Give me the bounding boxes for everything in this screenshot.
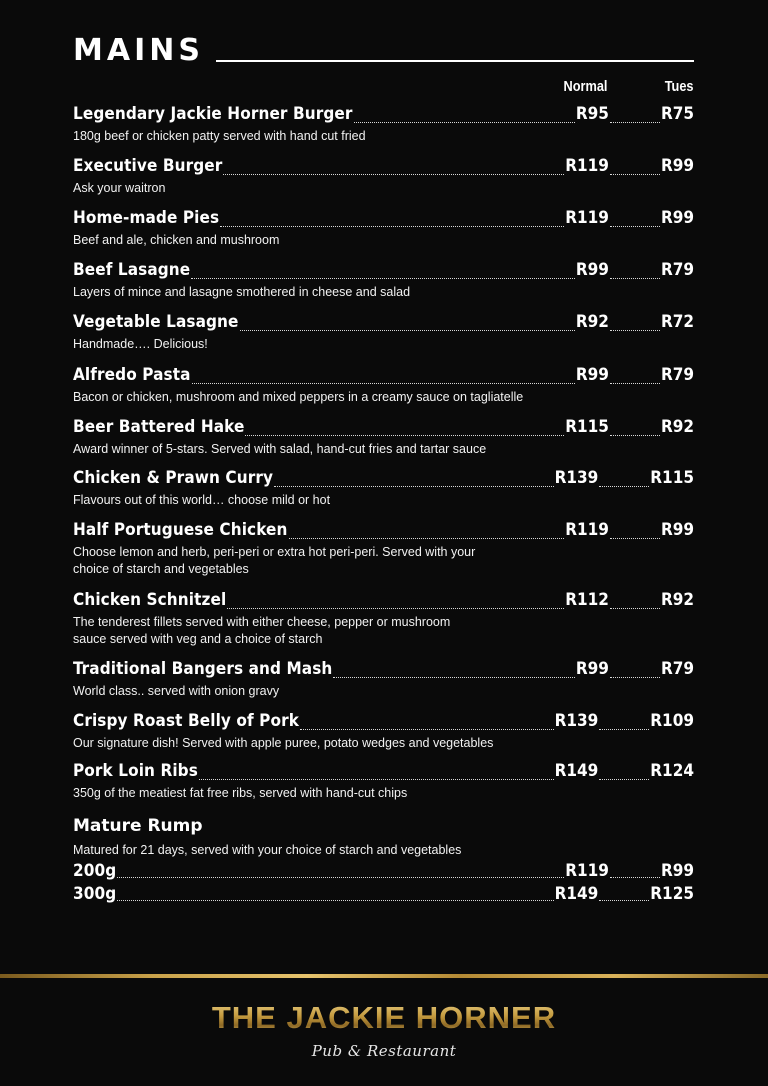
- menu-item-line: [73, 590, 694, 614]
- dot-leader: [333, 677, 574, 678]
- dot-leader-short: [599, 729, 649, 730]
- rump-title: Mature Rump: [73, 816, 203, 836]
- section-title: MAINS: [73, 33, 204, 68]
- menu-item: [73, 260, 694, 301]
- dot-leader: [191, 278, 575, 279]
- price-normal: R92: [575, 312, 609, 332]
- menu-item-description: sauce served with veg and a choice of starch: [73, 632, 323, 646]
- menu-item-description: Choose lemon and herb, peri-peri or extra hot peri-peri. Served with your: [73, 545, 476, 559]
- menu-item: [73, 590, 694, 648]
- menu-item-name: Beef Lasagne: [73, 260, 191, 280]
- price-normal: R95: [575, 104, 609, 124]
- brand-name: THE JACKIE HORNER: [0, 1000, 768, 1036]
- column-normal-label: Normal: [563, 78, 608, 95]
- gold-divider: [0, 974, 768, 978]
- rump-option-line: [73, 861, 694, 883]
- menu-item: [73, 468, 694, 509]
- price-tues: R115: [650, 468, 694, 488]
- price-tues: R99: [660, 861, 694, 881]
- menu-item-description: World class.. served with onion gravy: [73, 684, 280, 698]
- menu-item-name: Pork Loin Ribs: [73, 761, 198, 781]
- price-tues: R99: [660, 208, 694, 228]
- menu-item-line: [73, 260, 694, 284]
- dot-leader-short: [610, 608, 660, 609]
- price-tues: R124: [650, 761, 694, 781]
- menu-item: [73, 156, 694, 197]
- rump-option: [73, 861, 694, 883]
- menu-item-description: Award winner of 5-stars. Served with salad, hand-cut fries and tartar sauce: [73, 442, 487, 456]
- price-normal: R119: [565, 520, 609, 540]
- menu-item-line: [73, 208, 694, 232]
- price-tues: R79: [660, 659, 694, 679]
- menu-item-line: [73, 468, 694, 492]
- price-normal: R149: [554, 884, 599, 904]
- price-tues: R99: [660, 520, 694, 540]
- dot-leader-short: [599, 779, 649, 780]
- dot-leader: [354, 122, 575, 123]
- dot-leader: [227, 608, 564, 609]
- dot-leader-short: [610, 174, 660, 175]
- dot-leader-short: [610, 677, 660, 678]
- rump-option-line: [73, 884, 694, 906]
- menu-item: [73, 208, 694, 249]
- dot-leader-short: [599, 486, 649, 487]
- dot-leader-short: [610, 122, 660, 123]
- menu-item-name: Chicken Schnitzel: [73, 590, 227, 610]
- dot-leader-short: [610, 435, 660, 436]
- menu-item-description: Flavours out of this world… choose mild or hot: [73, 493, 331, 507]
- menu-item: [73, 312, 694, 353]
- price-normal: R115: [565, 417, 609, 437]
- menu-item-description: Bacon or chicken, mushroom and mixed peppers in a creamy sauce on tagliatelle: [73, 390, 524, 404]
- column-tues-label: Tues: [664, 78, 694, 95]
- price-tues: R75: [660, 104, 694, 124]
- price-normal: R139: [554, 711, 599, 731]
- price-normal: R99: [575, 659, 609, 679]
- dot-leader-short: [610, 538, 660, 539]
- dot-leader: [117, 900, 553, 901]
- price-normal: R99: [575, 260, 609, 280]
- brand-subtitle: Pub & Restaurant: [311, 1042, 457, 1060]
- price-tues: R99: [660, 156, 694, 176]
- menu-item-description: Our signature dish! Served with apple puree, potato wedges and vegetables: [73, 736, 494, 750]
- menu-item: [73, 659, 694, 700]
- dot-leader-short: [610, 226, 660, 227]
- price-normal: R112: [565, 590, 609, 610]
- menu-item-name: Crispy Roast Belly of Pork: [73, 711, 299, 731]
- dot-leader: [274, 486, 554, 487]
- rump-description: Matured for 21 days, served with your choice of starch and vegetables: [73, 843, 462, 857]
- menu-item: [73, 417, 694, 458]
- dot-leader: [223, 174, 564, 175]
- dot-leader-short: [610, 278, 660, 279]
- dot-leader: [117, 877, 564, 878]
- price-tues: R79: [660, 260, 694, 280]
- menu-item-description: The tenderest fillets served with either cheese, pepper or mushroom: [73, 615, 451, 629]
- price-normal: R119: [565, 156, 609, 176]
- menu-item-line: [73, 156, 694, 180]
- price-normal: R139: [554, 468, 599, 488]
- menu-item-line: [73, 365, 694, 389]
- dot-leader-short: [599, 900, 649, 901]
- menu-item: [73, 520, 694, 578]
- dot-leader: [240, 330, 575, 331]
- menu-item-name: Beer Battered Hake: [73, 417, 245, 437]
- menu-item: [73, 711, 694, 752]
- menu-item-line: [73, 312, 694, 336]
- menu-item-name: Traditional Bangers and Mash: [73, 659, 333, 679]
- menu-item-line: [73, 761, 694, 785]
- menu-item-line: [73, 711, 694, 735]
- menu-item-line: [73, 659, 694, 683]
- menu-item-line: [73, 417, 694, 441]
- menu-item: [73, 761, 694, 802]
- menu-item-description: choice of starch and vegetables: [73, 562, 249, 576]
- menu-item-description: 180g beef or chicken patty served with hand cut fried: [73, 129, 366, 143]
- dot-leader-short: [610, 877, 660, 878]
- dot-leader: [192, 383, 575, 384]
- menu-item-line: [73, 520, 694, 544]
- section-heading: [73, 34, 694, 68]
- menu-item-name: Executive Burger: [73, 156, 223, 176]
- menu-item-name: Home-made Pies: [73, 208, 220, 228]
- menu-item-description: Handmade…. Delicious!: [73, 337, 208, 351]
- menu-item-name: Vegetable Lasagne: [73, 312, 239, 332]
- price-normal: R119: [565, 861, 609, 881]
- price-tues: R79: [660, 365, 694, 385]
- price-tues: R92: [660, 590, 694, 610]
- dot-leader: [245, 435, 564, 436]
- menu-item-name: Alfredo Pasta: [73, 365, 191, 385]
- menu-item-line: [73, 104, 694, 128]
- dot-leader: [289, 538, 565, 539]
- rump-size: 200g: [73, 861, 117, 881]
- dot-leader-short: [610, 330, 660, 331]
- menu-item-description: Beef and ale, chicken and mushroom: [73, 233, 280, 247]
- heading-rule: [216, 60, 694, 62]
- menu-item-description: Layers of mince and lasagne smothered in cheese and salad: [73, 285, 411, 299]
- price-normal: R99: [575, 365, 609, 385]
- dot-leader: [199, 779, 554, 780]
- price-normal: R119: [565, 208, 609, 228]
- rump-option: [73, 884, 694, 906]
- menu-item-name: Legendary Jackie Horner Burger: [73, 104, 353, 124]
- menu-item-name: Half Portuguese Chicken: [73, 520, 288, 540]
- dot-leader: [220, 226, 564, 227]
- menu-item-description: Ask your waitron: [73, 181, 166, 195]
- price-tues: R72: [660, 312, 694, 332]
- menu-item-description: 350g of the meatiest fat free ribs, served with hand-cut chips: [73, 786, 408, 800]
- dot-leader: [300, 729, 554, 730]
- price-normal: R149: [554, 761, 599, 781]
- rump-size: 300g: [73, 884, 117, 904]
- price-tues: R92: [660, 417, 694, 437]
- price-tues: R125: [650, 884, 694, 904]
- price-tues: R109: [650, 711, 694, 731]
- menu-item-name: Chicken & Prawn Curry: [73, 468, 274, 488]
- menu-item: [73, 365, 694, 406]
- menu-item: [73, 104, 694, 145]
- dot-leader-short: [610, 383, 660, 384]
- price-column-headers: [0, 78, 694, 96]
